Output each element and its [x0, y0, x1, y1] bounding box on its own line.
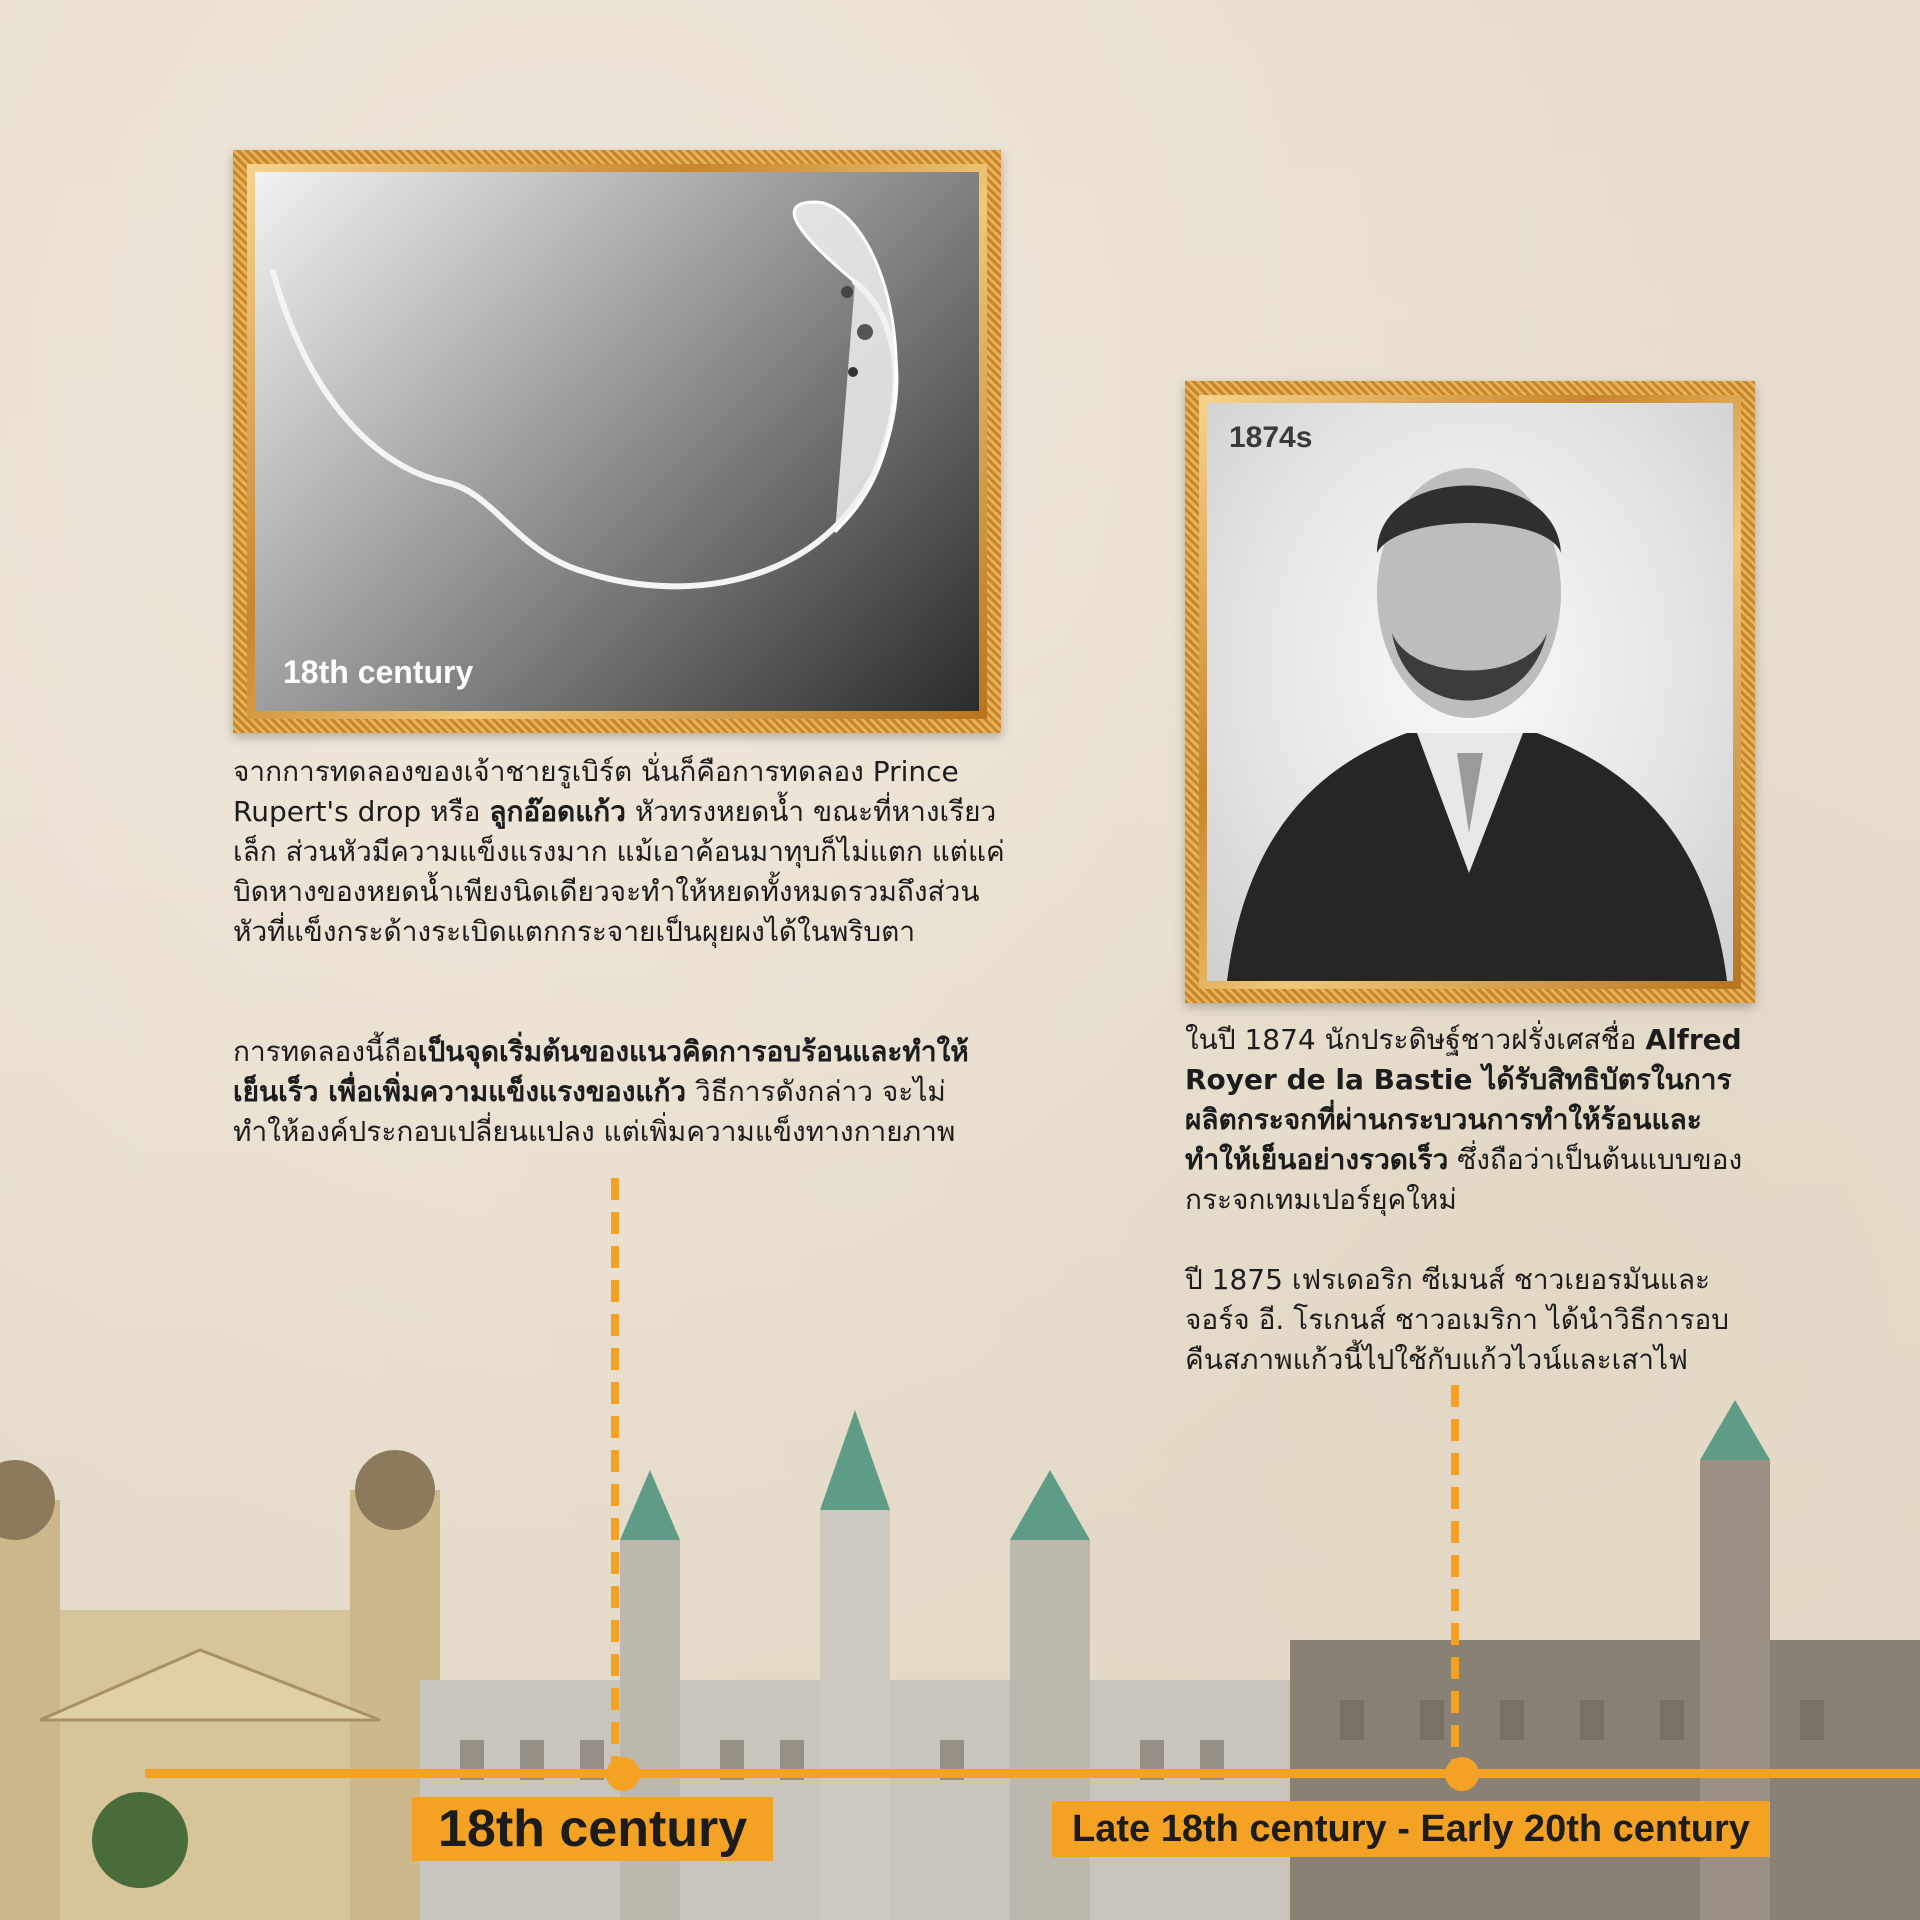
right-picture-frame	[1185, 381, 1755, 1003]
timeline-label-18th-century: 18th century	[412, 1797, 773, 1861]
left-image-caption: 18th century	[283, 654, 474, 690]
timeline-line	[145, 1769, 1920, 1778]
right-description-paragraph-2: ปี 1875 เฟรเดอริก ซีเมนส์ ชาวเยอรมันและ จอร์จ อี. โรเกนส์ ชาวอเมริกา ได้นำวิธีการอบคืนสภาพแก้วนี้ไปใช้กับแก้วไวน์และเสาไฟ	[1185, 1263, 1730, 1376]
timeline-dot-left	[606, 1757, 640, 1791]
timeline-dot-right	[1445, 1757, 1479, 1791]
right-description-paragraph-1: ในปี 1874 นักประดิษฐ์ชาวฝรั่งเศสชื่อ Alfred Royer de la Bastie ได้รับสิทธิบัตรในการผลิตกระจกที่ผ่านกระบวนการทำให้ร้อนและทำให้เย็นอย่างรวดเร็ว ซึ่งถือว่าเป็นต้นแบบของกระจกเทมเปอร์ยุคใหม่	[1185, 1023, 1743, 1216]
right-image-caption: 1874s	[1229, 421, 1313, 454]
timeline-connector-right	[1451, 1385, 1459, 1763]
glass-drop-illustration	[255, 172, 979, 711]
portrait-illustration	[1207, 403, 1733, 981]
left-description-paragraph-2: การทดลองนี้ถือเป็นจุดเริ่มต้นของแนวคิดการอบร้อนและทำให้เย็นเร็ว เพื่อเพิ่มความแข็งแรงของแก้ว วิธีการดังกล่าว จะไม่ทำให้องค์ประกอบเปลี่ยนแปลง แต่เพิ่มความแข็งทางกายภาพ	[233, 1035, 969, 1148]
prince-ruperts-drop-photo	[255, 172, 979, 711]
left-picture-frame	[233, 150, 1001, 733]
timeline-label-late-18th-early-20th: Late 18th century - Early 20th century	[1052, 1801, 1770, 1857]
timeline-connector-left	[611, 1178, 619, 1763]
alfred-royer-portrait-photo	[1207, 403, 1733, 981]
left-description-paragraph-1: จากการทดลองของเจ้าชายรูเบิร์ต นั่นก็คือการทดลอง Prince Rupert's drop หรือ ลูกอ๊อดแก้ว หัวทรงหยดน้ำ ขณะที่หางเรียวเล็ก ส่วนหัวมีความแข็งแรงมาก แม้เอาค้อนมาทุบก็ไม่แตก แต่แค่บิดหางของหยดน้ำเพียงนิดเดียวจะทำให้หยดทั้งหมดรวมถึงส่วนหัวที่แข็งกระด้างระเบิดแตกกระจายเป็นผุยผงได้ในพริบตา	[233, 755, 1005, 948]
